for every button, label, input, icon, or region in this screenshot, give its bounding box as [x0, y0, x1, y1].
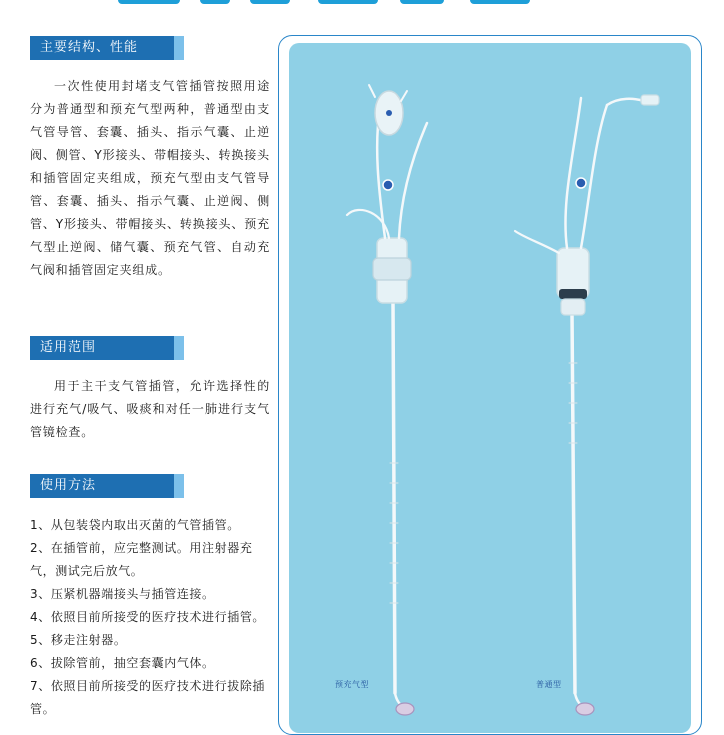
section-title-usage: 使用方法 [40, 478, 97, 493]
section-header-structure [30, 36, 184, 60]
device-pre-inflated [347, 85, 427, 715]
title-fragment [118, 0, 180, 4]
usage-step: 7、依照目前所接受的医疗技术进行拔除插管。 [30, 679, 266, 716]
title-fragment [318, 0, 378, 4]
structure-description: 一次性使用封堵支气管插管按照用途分为普通型和预充气型两种，普通型由支气管导管、套囊、插头、指示气囊、止逆阀、侧管、Y形接头、带帽接头、转换接头和插管固定夹组成，预充气型由支气管导管、套囊、插头、指示气囊、止逆阀、侧管、Y形接头、带帽接头、转换接头、预充气型止逆阀、储气囊、预充气管、自动充气阀和插管固定夹组成。 [30, 79, 270, 277]
label-standard: 普通型 [536, 680, 562, 689]
usage-step: 1、从包装袋内取出灭菌的气管插管。 [30, 518, 240, 532]
usage-steps [30, 514, 270, 721]
title-fragment [400, 0, 444, 4]
product-photo-illustration [289, 43, 691, 724]
label-pre-inflated: 预充气型 [335, 680, 369, 689]
usage-step: 6、拔除管前，抽空套囊内气体。 [30, 656, 215, 670]
check-valve [576, 178, 586, 188]
title-fragment [200, 0, 230, 4]
cropped-title-strip [0, 0, 724, 8]
device-standard [515, 95, 659, 715]
pilot-balloon [396, 703, 414, 715]
usage-step: 2、在插管前，应完整测试。用注射器充气，测试完后放气。 [30, 541, 253, 578]
title-fragment [250, 0, 290, 4]
usage-step: 3、压紧机器端接头与插管连接。 [30, 587, 215, 601]
connector-ring [559, 289, 587, 299]
pilot-balloon [576, 703, 594, 715]
section-header-usage [30, 474, 184, 498]
scope-description: 用于主干支气管插管，允许选择性的进行充气/吸气、吸痰和对任一肺进行支气管镜检查。 [30, 379, 270, 439]
usage-step: 5、移走注射器。 [30, 633, 127, 647]
section-title-scope: 适用范围 [40, 340, 97, 355]
usage-step: 4、依照目前所接受的医疗技术进行插管。 [30, 610, 266, 624]
section-header-scope [30, 336, 184, 360]
title-fragment [470, 0, 530, 4]
catheter-tube [393, 303, 395, 693]
section-title-structure: 主要结构、性能 [40, 40, 139, 55]
check-valve [383, 180, 393, 190]
catheter-tube [572, 313, 575, 693]
